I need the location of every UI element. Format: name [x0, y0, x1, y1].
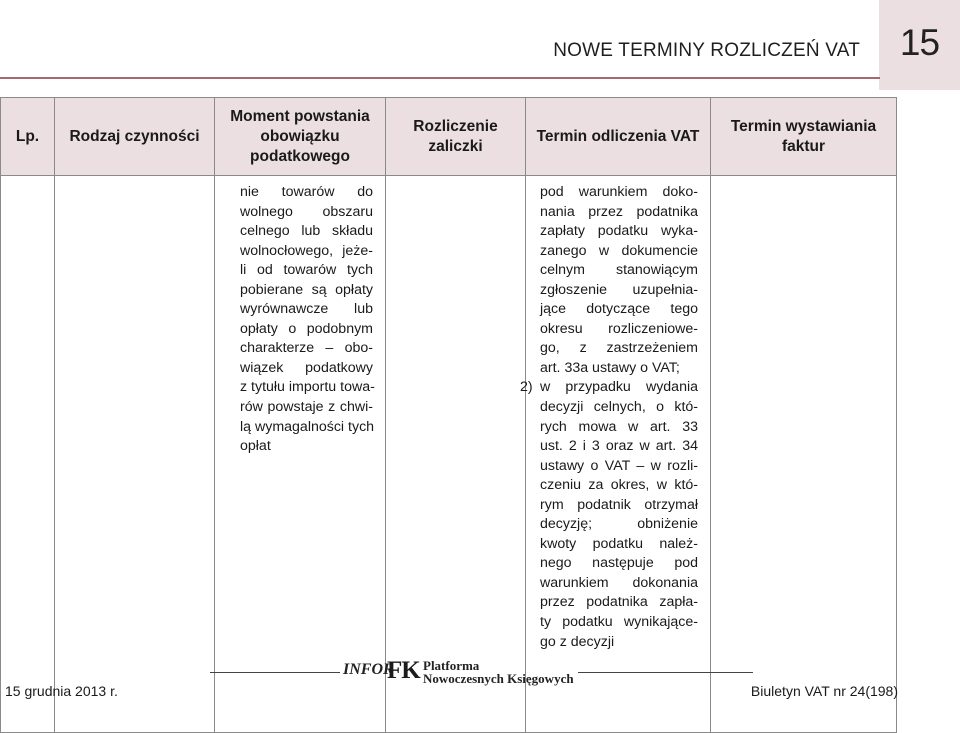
text-line: nego następuje pod: [540, 555, 698, 572]
text-line: okresu rozliczeniowe-: [540, 320, 698, 337]
text-line: zapłaty podatku wyka-: [540, 223, 698, 240]
header-lp: Lp.: [1, 98, 55, 176]
text-line: ty podatku wynikające-: [540, 614, 698, 631]
odliczenie-text: [520, 176, 710, 652]
platforma-logo-text: Platforma Nowoczesnych Księgowych: [423, 658, 574, 686]
text-line: zgłoszenie uzupełnia-: [540, 281, 698, 298]
text-line: opłat: [240, 438, 271, 455]
logo-rule-right: [578, 672, 753, 673]
text-line: rych mowa w art. 33: [540, 418, 698, 435]
text-line: warunkiem dokonania: [540, 574, 698, 591]
header-termin-odliczenia: Termin odliczenia VAT: [526, 98, 711, 176]
moment-text: [215, 176, 385, 457]
text-line: pod warunkiem doko-: [540, 184, 698, 200]
text-line: wyrównawcze lub: [240, 301, 373, 318]
text-line: rów powstaje z chwi-: [240, 399, 373, 416]
text-line: celnym stanowiącym: [540, 262, 698, 279]
text-line: charakterze – obo-: [240, 340, 373, 357]
header-rodzaj-czynnosci: Rodzaj czynności: [55, 98, 215, 176]
footer-publication: Biuletyn VAT nr 24(198): [750, 683, 898, 699]
header-moment-powstania: Moment powstania obowiązku podatkowego: [215, 98, 386, 176]
text-line: pobierane są opłaty: [240, 281, 373, 298]
logo-rule-left: [210, 672, 340, 673]
cell-odliczenie: [520, 176, 711, 733]
header-rule: [0, 77, 880, 79]
fk-logo-text: FK: [387, 657, 420, 684]
cell-rodzaj: [55, 176, 215, 733]
fk-logo: [387, 657, 420, 685]
header-termin-wystawiania: Termin wystawiania faktur: [711, 98, 897, 176]
text-line: wiązek podatkowy: [240, 359, 373, 376]
text-line: li od towarów tych: [240, 262, 373, 279]
table-row: [1, 176, 897, 733]
text-line: wolnego obszaru: [240, 203, 373, 220]
text-line: zanego w dokumencie: [540, 242, 698, 259]
text-line: lą wymagalności tych: [240, 418, 375, 435]
running-title: NOWE TERMINY ROZLICZEŃ VAT: [553, 40, 860, 61]
text-line: kwoty podatku należ-: [540, 535, 698, 552]
page-number-box: [879, 0, 960, 90]
list-marker-2: 2): [520, 379, 533, 396]
text-line: rym podatnik otrzymał: [540, 496, 698, 513]
text-line: wolnocłowego, jeże-: [240, 242, 373, 259]
text-line: nie towarów do: [240, 184, 373, 200]
text-line: ust. 2 i 3 oraz w art. 34: [540, 438, 698, 455]
text-line: go z decyzji: [540, 633, 615, 650]
header-rozliczenie-zaliczki: Rozliczenie zaliczki: [386, 98, 526, 176]
text-line: go, z zastrzeżeniem: [540, 340, 698, 357]
cell-lp: [1, 176, 55, 733]
footer-date: 15 grudnia 2013 r.: [5, 683, 118, 699]
infor-logo: INFOR: [343, 661, 394, 678]
text-line: celnego lub składu: [240, 223, 373, 240]
text-line: czeniu za okres, w któ-: [540, 477, 698, 494]
page-number: 15: [899, 22, 940, 63]
vat-terms-table: [0, 97, 897, 733]
text-line: opłaty o podobnym: [240, 320, 373, 337]
cell-moment: [215, 176, 386, 733]
text-line: z tytułu importu towa-: [240, 379, 375, 396]
text-line: ustawy o VAT – w rozli-: [540, 457, 698, 474]
text-line: decyzji celnych, o któ-: [540, 399, 698, 416]
cell-rozliczenie: [386, 176, 526, 733]
text-line: jące dotyczące tego: [540, 301, 698, 318]
table-header-row: [1, 98, 897, 176]
text-line: art. 33a ustawy o VAT;: [540, 359, 680, 376]
text-line: w przypadku wydania: [540, 379, 698, 396]
text-line: przez podatnika zapła-: [540, 594, 698, 611]
cell-termin-faktur: [711, 176, 897, 733]
text-line: nania przez podatnika: [540, 203, 698, 220]
text-line: decyzję; obniżenie: [540, 516, 698, 533]
